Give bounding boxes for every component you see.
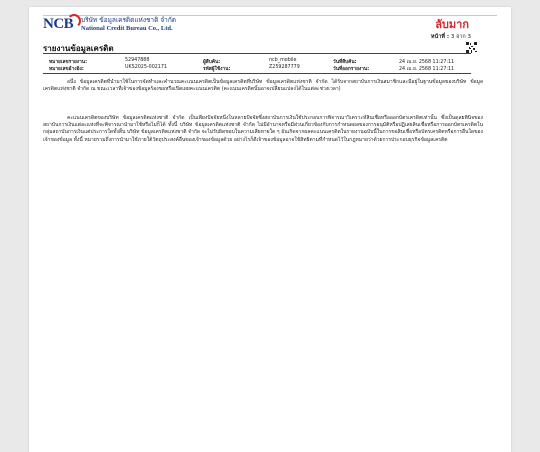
inquiry-date-label: วันที่สืบค้น: [333,60,357,65]
user-label: ผู้สืบค้น: [203,60,221,65]
report-number-label: หมายเลขรายงาน: [49,60,88,65]
disclaimer-text-2: คะแนนเครดิตของบริษัท ข้อมูลเครดิตแห่งชาติ จำกัด เป็นเพียงปัจจัยหนึ่งในหลายปัจจัยซึ่งสถาบันการเงินใช้ประกอบการพิจารณาวิเคราะห์สินเชื่อหรือออกบัตรเครดิตเท่านั้น ซึ่งเป็นดุลยพินิจของสถาบันการเงินแต่ละแห่งที่จะพิจารณานำมาใช้หรือไม่ก็ได้ ทั้งนี้ บริษัท ข้อมูลเครดิตแห่งชาติ จำกัด ไม่มีอำนาจหรือมีส่วนเกี่ยวข้องกับการกำหนดผลของการอนุมัติหรือปฏิเสธสินเชื่อหรือการออกบัตรเครดิตในกลุ่มสถาบันการเงินแต่ประการใดทั้งสิ้น บริษัท ข้อมูลเครดิตแห่งชาติ จำกัด จะไม่รับผิดชอบในความเสียหายใด ๆ อันเกิดจากผลคะแนนเครดิตในรายงานฉบับนี้ในการขอสินเชื่อหรือบัตรเครดิตหรือการอื่นใดของเจ้าของข้อมูล ทั้งนี้ หมายรวมถึงการนำมาใช้ภายใต้วัตถุประสงค์อื่นของเจ้าของข้อมูลด้วย อย่างไรก็ดีเจ้าของข้อมูลอาจใช้สิทธิตามที่กำหนดไว้ในกฎหมายว่าด้วยการประกอบธุรกิจข้อมูลเครดิต [43,115,483,143]
user-value: ncb_mobile [269,58,297,63]
inquiry-date-value: 24 เม.ย. 2568 11:27:11 [399,60,455,65]
disclaimer-paragraph-1 [43,79,483,93]
title-divider [43,53,471,54]
page-of: จาก [456,34,466,40]
member-code-label: รหัสผู้ใช้งาน: [203,67,231,72]
page-total: 3 [467,34,471,40]
report-number-value: 52947888 [125,58,150,63]
info-divider [43,73,471,74]
ncb-logo-mark-icon [67,14,81,28]
page-label: หน้าที่ : [430,34,450,40]
confidential-label: ลับมาก [435,18,469,31]
report-date-label: วันที่ออกรายงาน: [333,67,370,72]
reference-number-label: หมายเลขอ้างอิง: [49,67,84,72]
qr-code-icon [466,42,477,53]
reference-number-value: UKS2025-002171 [125,65,167,70]
report-title: รายงานข้อมูลเครดิต [43,44,114,53]
disclaimer-paragraph-2 [43,115,483,144]
page-indicator [431,33,471,41]
member-code-value: Z259287779 [269,65,300,70]
page-current: 3 [450,34,455,40]
report-date-value: 24 เม.ย. 2568 11:27:11 [399,67,455,72]
org-name-english: National Credit Bureau Co., Ltd. [81,25,173,32]
ncb-logo: NCB [43,16,74,32]
info-row-1 [43,58,483,65]
org-name-thai: บริษัท ข้อมูลเครดิตแห่งชาติ จำกัด [81,16,176,24]
report-info-block [43,58,483,72]
disclaimer-text-1: อนึ่ง ข้อมูลเครดิตที่นำมาใช้ในการจัดทำและคำนวณคะแนนเครดิตเป็นข้อมูลเครดิตที่บริษัท ข้อมูลเครดิตแห่งชาติ จำกัด ได้รับจากสถาบันการเงินสมาชิกและมีอยู่ในฐานข้อมูลของบริษัท ข้อมูลเครดิตแห่งชาติ จำกัด ณ ขณะเวลาที่เจ้าของข้อมูลร้องขอหรือเปิดเผยคะแนนเครดิต (คะแนนเครดิตนั้นอาจเปลี่ยนแปลงได้ในแต่ละช่วงเวลา) [43,79,483,93]
info-row-2 [43,65,483,72]
report-page [29,7,511,452]
